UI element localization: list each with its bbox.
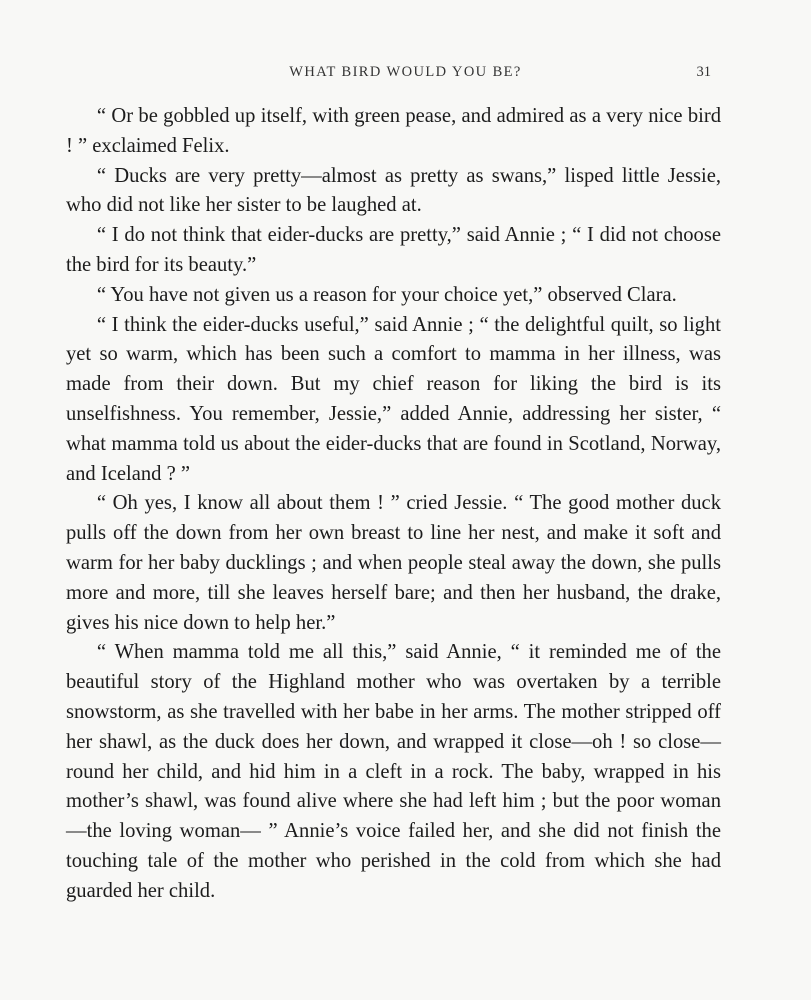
paragraph-felix: “ Or be gobbled up itself, with green pease, and admired as a very nice bird ! ” exclaimed Felix. <box>66 105 721 157</box>
page-number: 31 <box>696 64 711 80</box>
paragraph-jessie-ducks: “ Ducks are very pretty—almost as pretty as swans,” lisped little Jessie, who did not like her sister to be laughed at. <box>66 164 721 217</box>
running-title: WHAT BIRD WOULD YOU BE? <box>289 64 522 80</box>
paragraph-jessie-down: “ Oh yes, I know all about them ! ” cried Jessie. “ The good mother duck pulls off the down from her own breast to line her nest, and make it soft and warm for her baby ducklings ; and when people steal away the down, she pulls more and more, till she leaves herself bare; and then her husband, the drake, gives his nice down to help her.” <box>66 492 721 634</box>
paragraph-annie-beauty: “ I do not think that eider-ducks are pretty,” said Annie ; “ I did not choose the bird for its beauty.” <box>66 224 721 276</box>
paragraph-clara: “ You have not given us a reason for your choice yet,” observed Clara. <box>96 283 677 306</box>
running-head <box>0 64 811 86</box>
paragraph-highland-mother: “ When mamma told me all this,” said Annie, “ it reminded me of the beautiful story of the Highland mother who was overtaken by a terrible snowstorm, as she travelled with her babe in her arms. The mother stripped off her shawl, as the duck does her down, and wrapped it close—oh ! so close—round her child, and hid him in a cleft in a rock. The baby, wrapped in his mother’s shawl, was found alive where she had left him ; but the poor woman—the loving woman— ” Annie’s voice failed her, and she did not finish the touching tale of the mother who perished in the cold from which she had guarded her child. <box>66 641 721 902</box>
paragraph-annie-useful: “ I think the eider-ducks useful,” said Annie ; “ the delightful quilt, so light yet so warm, which has been such a comfort to mamma in her illness, was made from their down. But my chief reason for liking the bird is its unselfishness. You remember, Jessie,” added Annie, addressing her sister, “ what mamma told us about the eider-ducks that are found in Scotland, Norway, and Iceland ? ” <box>66 313 721 485</box>
body-text <box>66 102 721 907</box>
